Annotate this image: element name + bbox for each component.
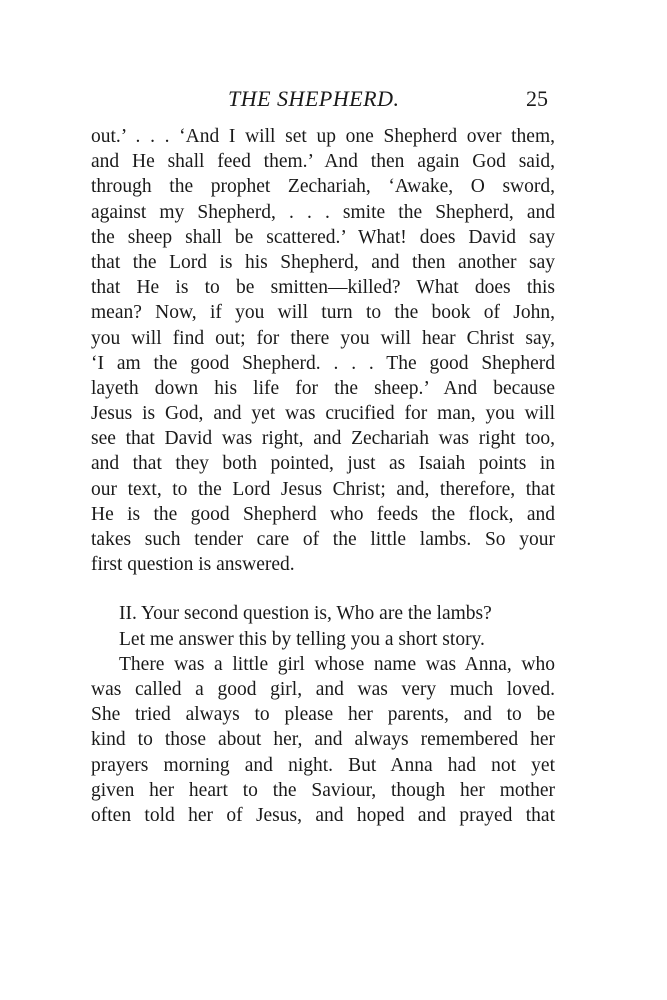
text-line: ‘I am the good Shepherd. . . . The good Shepherd: [91, 352, 555, 374]
text-line: was called a good girl, and was very much loved.: [91, 678, 555, 700]
text-line: you will find out; for there you will hear Christ say,: [91, 327, 555, 349]
text-line: II. Your second question is, Who are the lambs?: [119, 603, 492, 625]
text-line: mean? Now, if you will turn to the book of John,: [91, 302, 555, 324]
text-line: the sheep shall be scattered.’ What! does David say: [91, 226, 555, 248]
paragraph-gap: [91, 577, 555, 601]
text-line: our text, to the Lord Jesus Christ; and, therefore, that: [91, 478, 555, 500]
running-title: THE SHEPHERD.: [228, 86, 400, 111]
text-line: often told her of Jesus, and hoped and prayed that: [91, 804, 555, 826]
text-line: see that David was right, and Zechariah was right too,: [91, 428, 555, 450]
text-line: She tried always to please her parents, and to be: [91, 704, 555, 726]
running-head: [0, 86, 667, 116]
text-line: kind to those about her, and always remembered her: [91, 729, 555, 751]
text-line: There was a little girl whose name was Anna, who: [119, 653, 555, 675]
text-line: that He is to be smitten—killed? What does this: [91, 277, 555, 299]
text-line: prayers morning and night. But Anna had not yet: [91, 754, 555, 776]
text-line: given her heart to the Saviour, though her mother: [91, 779, 555, 801]
text-line: Jesus is God, and yet was crucified for man, you will: [91, 403, 555, 425]
page-number: 25: [526, 86, 548, 111]
text-line: that the Lord is his Shepherd, and then another say: [91, 251, 555, 273]
paragraph: [91, 601, 555, 626]
text-line: against my Shepherd, . . . smite the Shepherd, and: [91, 201, 555, 223]
paragraph: [91, 627, 555, 652]
text-line: through the prophet Zechariah, ‘Awake, O sword,: [91, 176, 555, 198]
text-line: first question is answered.: [91, 554, 295, 576]
paragraph: [91, 652, 555, 828]
body-text: [91, 124, 555, 828]
text-line: takes such tender care of the little lambs. So your: [91, 529, 555, 550]
paragraph: [91, 124, 555, 577]
text-line: and He shall feed them.’ And then again God said,: [91, 151, 555, 173]
text-line: He is the good Shepherd who feeds the flock, and: [91, 503, 555, 525]
text-line: layeth down his life for the sheep.’ And because: [91, 377, 555, 399]
text-line: Let me answer this by telling you a short story.: [119, 628, 485, 650]
text-line: and that they both pointed, just as Isaiah points in: [91, 453, 555, 475]
text-line: out.’ . . . ‘And I will set up one Shepherd over them,: [91, 126, 555, 147]
